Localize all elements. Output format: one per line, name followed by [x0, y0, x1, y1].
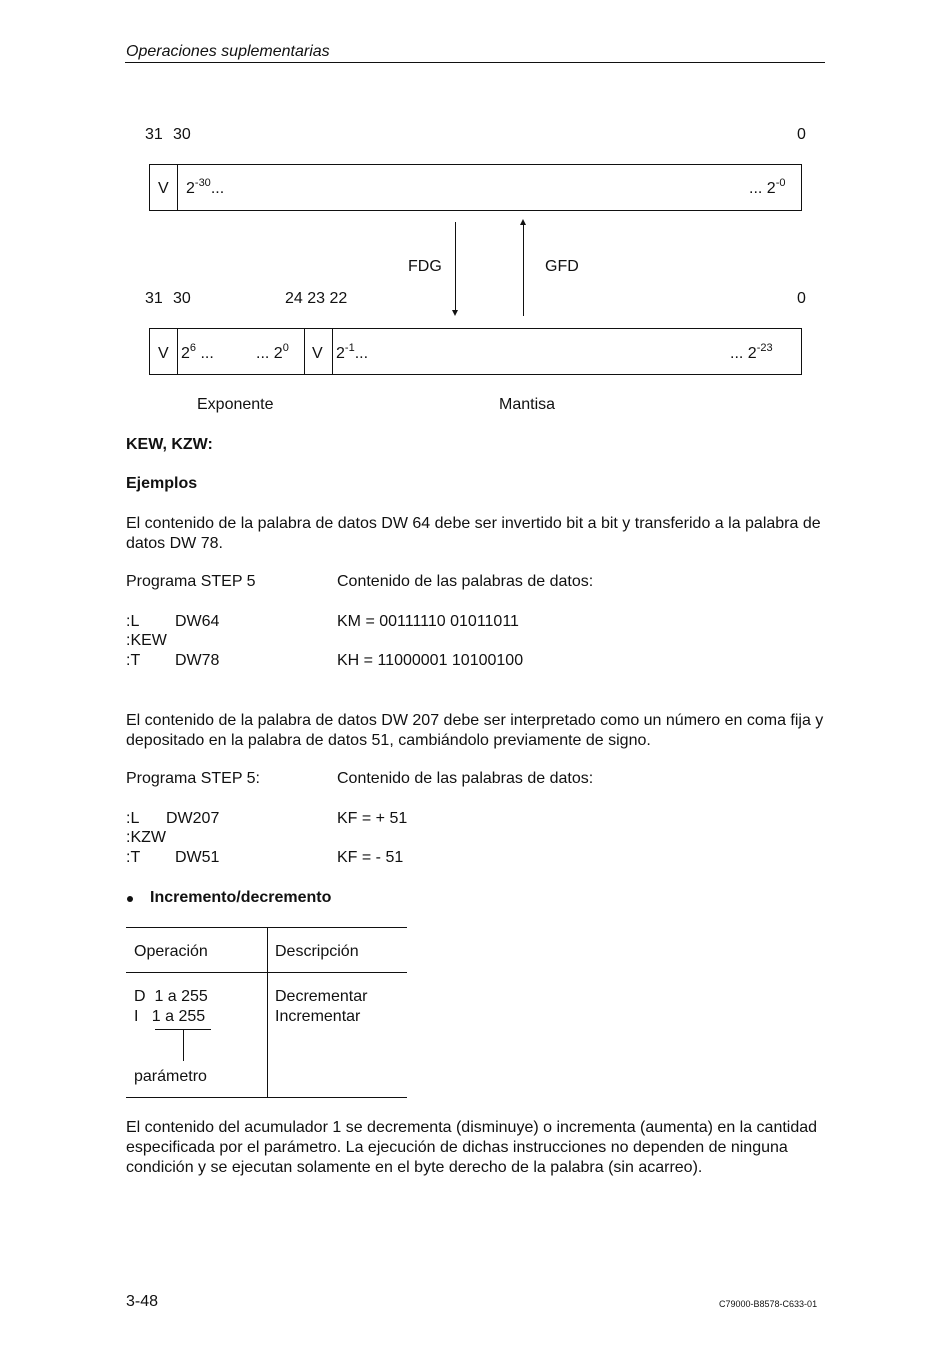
sign-divider [177, 164, 178, 211]
float-bit-0: 0 [797, 290, 806, 307]
gfd-arrow-head [520, 219, 526, 225]
example2-program-header: Programa STEP 5: [126, 770, 260, 787]
table-row-decrement-desc: Decrementar [275, 988, 368, 1005]
bit-label-0: 0 [797, 126, 806, 143]
gfd-arrow-line [523, 224, 524, 316]
mantissa-label: Mantisa [499, 396, 556, 413]
code-operand: DW207 [166, 810, 220, 827]
float-bit-30: 30 [173, 290, 191, 307]
floating-point-register [149, 328, 802, 375]
document-code: C79000-B8578-C633-01 [719, 1299, 818, 1309]
code-content: KF = + 51 [337, 810, 408, 827]
parameter-label: parámetro [134, 1068, 207, 1085]
code-op: :L [126, 810, 140, 827]
bit-label-31: 31 [145, 126, 163, 143]
gfd-label: GFD [545, 258, 579, 275]
code-operand: DW78 [175, 652, 220, 669]
bit-label-30: 30 [173, 126, 191, 143]
fixed-start-weight: $2^{-30}$... [186, 177, 225, 197]
code-content: KF = - 51 [337, 849, 404, 866]
incdec-description: El contenido del acumulador 1 se decrementa (disminuye) o incrementa (aumenta) en la cantidad especificada por el parámetro. La ejecución de dichas instrucciones no dependen de ninguna condición y se ejecutan solamente en el byte derecho de la palabra (sin acarreo). [126, 1119, 818, 1176]
table-header-description: Descripción [275, 943, 359, 960]
examples-heading: Ejemplos [126, 475, 198, 492]
exp-sign-cell: V [158, 345, 169, 362]
header-rule [125, 62, 825, 63]
float-bits-mid: 24 23 22 [285, 290, 348, 307]
code-op: :T [126, 652, 141, 669]
code-operand: DW64 [175, 613, 220, 630]
fdg-arrow-head [452, 310, 458, 316]
example1-intro: El contenido de la palabra de datos DW 64 debe ser invertido bit a bit y transferido a la palabra de datos DW 78. [126, 515, 821, 552]
example1-contents-header: Contenido de las palabras de datos: [337, 573, 594, 590]
fdg-label: FDG [408, 258, 442, 275]
code-op: :KZW [126, 829, 166, 846]
exp-sign-divider [177, 328, 178, 375]
bullet-icon [127, 896, 133, 902]
table-row-increment-desc: Incrementar [275, 1008, 361, 1025]
mant-sign-cell: V [312, 345, 323, 362]
float-bit-31: 31 [145, 290, 163, 307]
example2-contents-header: Contenido de las palabras de datos: [337, 770, 594, 787]
code-content: KM = 00111110 01011011 [337, 613, 519, 630]
table-bottom-rule [126, 1097, 407, 1098]
page-header-title: Operaciones suplementarias [126, 43, 330, 60]
code-op: :L [126, 613, 140, 630]
table-header-operation: Operación [134, 943, 208, 960]
exponent-label: Exponente [197, 396, 274, 413]
exp-end-weight: ... $2^0$ [256, 342, 289, 362]
example2-intro: El contenido de la palabra de datos DW 207 debe ser interpretado como un número en coma fija y depositado en la palabra de datos 51, cambiándolo previamente de signo. [126, 712, 824, 749]
code-operand: DW51 [175, 849, 220, 866]
mant-sign-divider [332, 328, 333, 375]
code-content: KH = 11000001 10100100 [337, 652, 524, 669]
fixed-end-weight: ... $2^{-0}$ [749, 177, 786, 197]
table-column-divider [267, 927, 268, 1097]
example1-program-header: Programa STEP 5 [126, 573, 256, 590]
exp-start-weight: $2^6$ ... [181, 342, 214, 362]
exp-mant-divider [304, 328, 305, 375]
incdec-heading: Incremento/decremento [150, 889, 332, 906]
table-row-increment-op: I 1 a 255 [134, 1008, 206, 1025]
mant-end-weight: ... $2^{-23}$ [730, 342, 773, 362]
code-op: :KEW [126, 632, 167, 649]
fixed-point-register [149, 164, 802, 211]
parameter-bracket-stem [183, 1029, 184, 1061]
sign-bit-cell: V [158, 180, 169, 197]
page-number: 3-48 [126, 1293, 159, 1310]
table-row-decrement-op: D 1 a 255 [134, 988, 208, 1005]
code-op: :T [126, 849, 141, 866]
mant-start-weight: $2^{-1}$... [336, 342, 369, 362]
kew-kzw-heading: KEW, KZW: [126, 436, 213, 453]
fdg-arrow-line [455, 222, 456, 312]
